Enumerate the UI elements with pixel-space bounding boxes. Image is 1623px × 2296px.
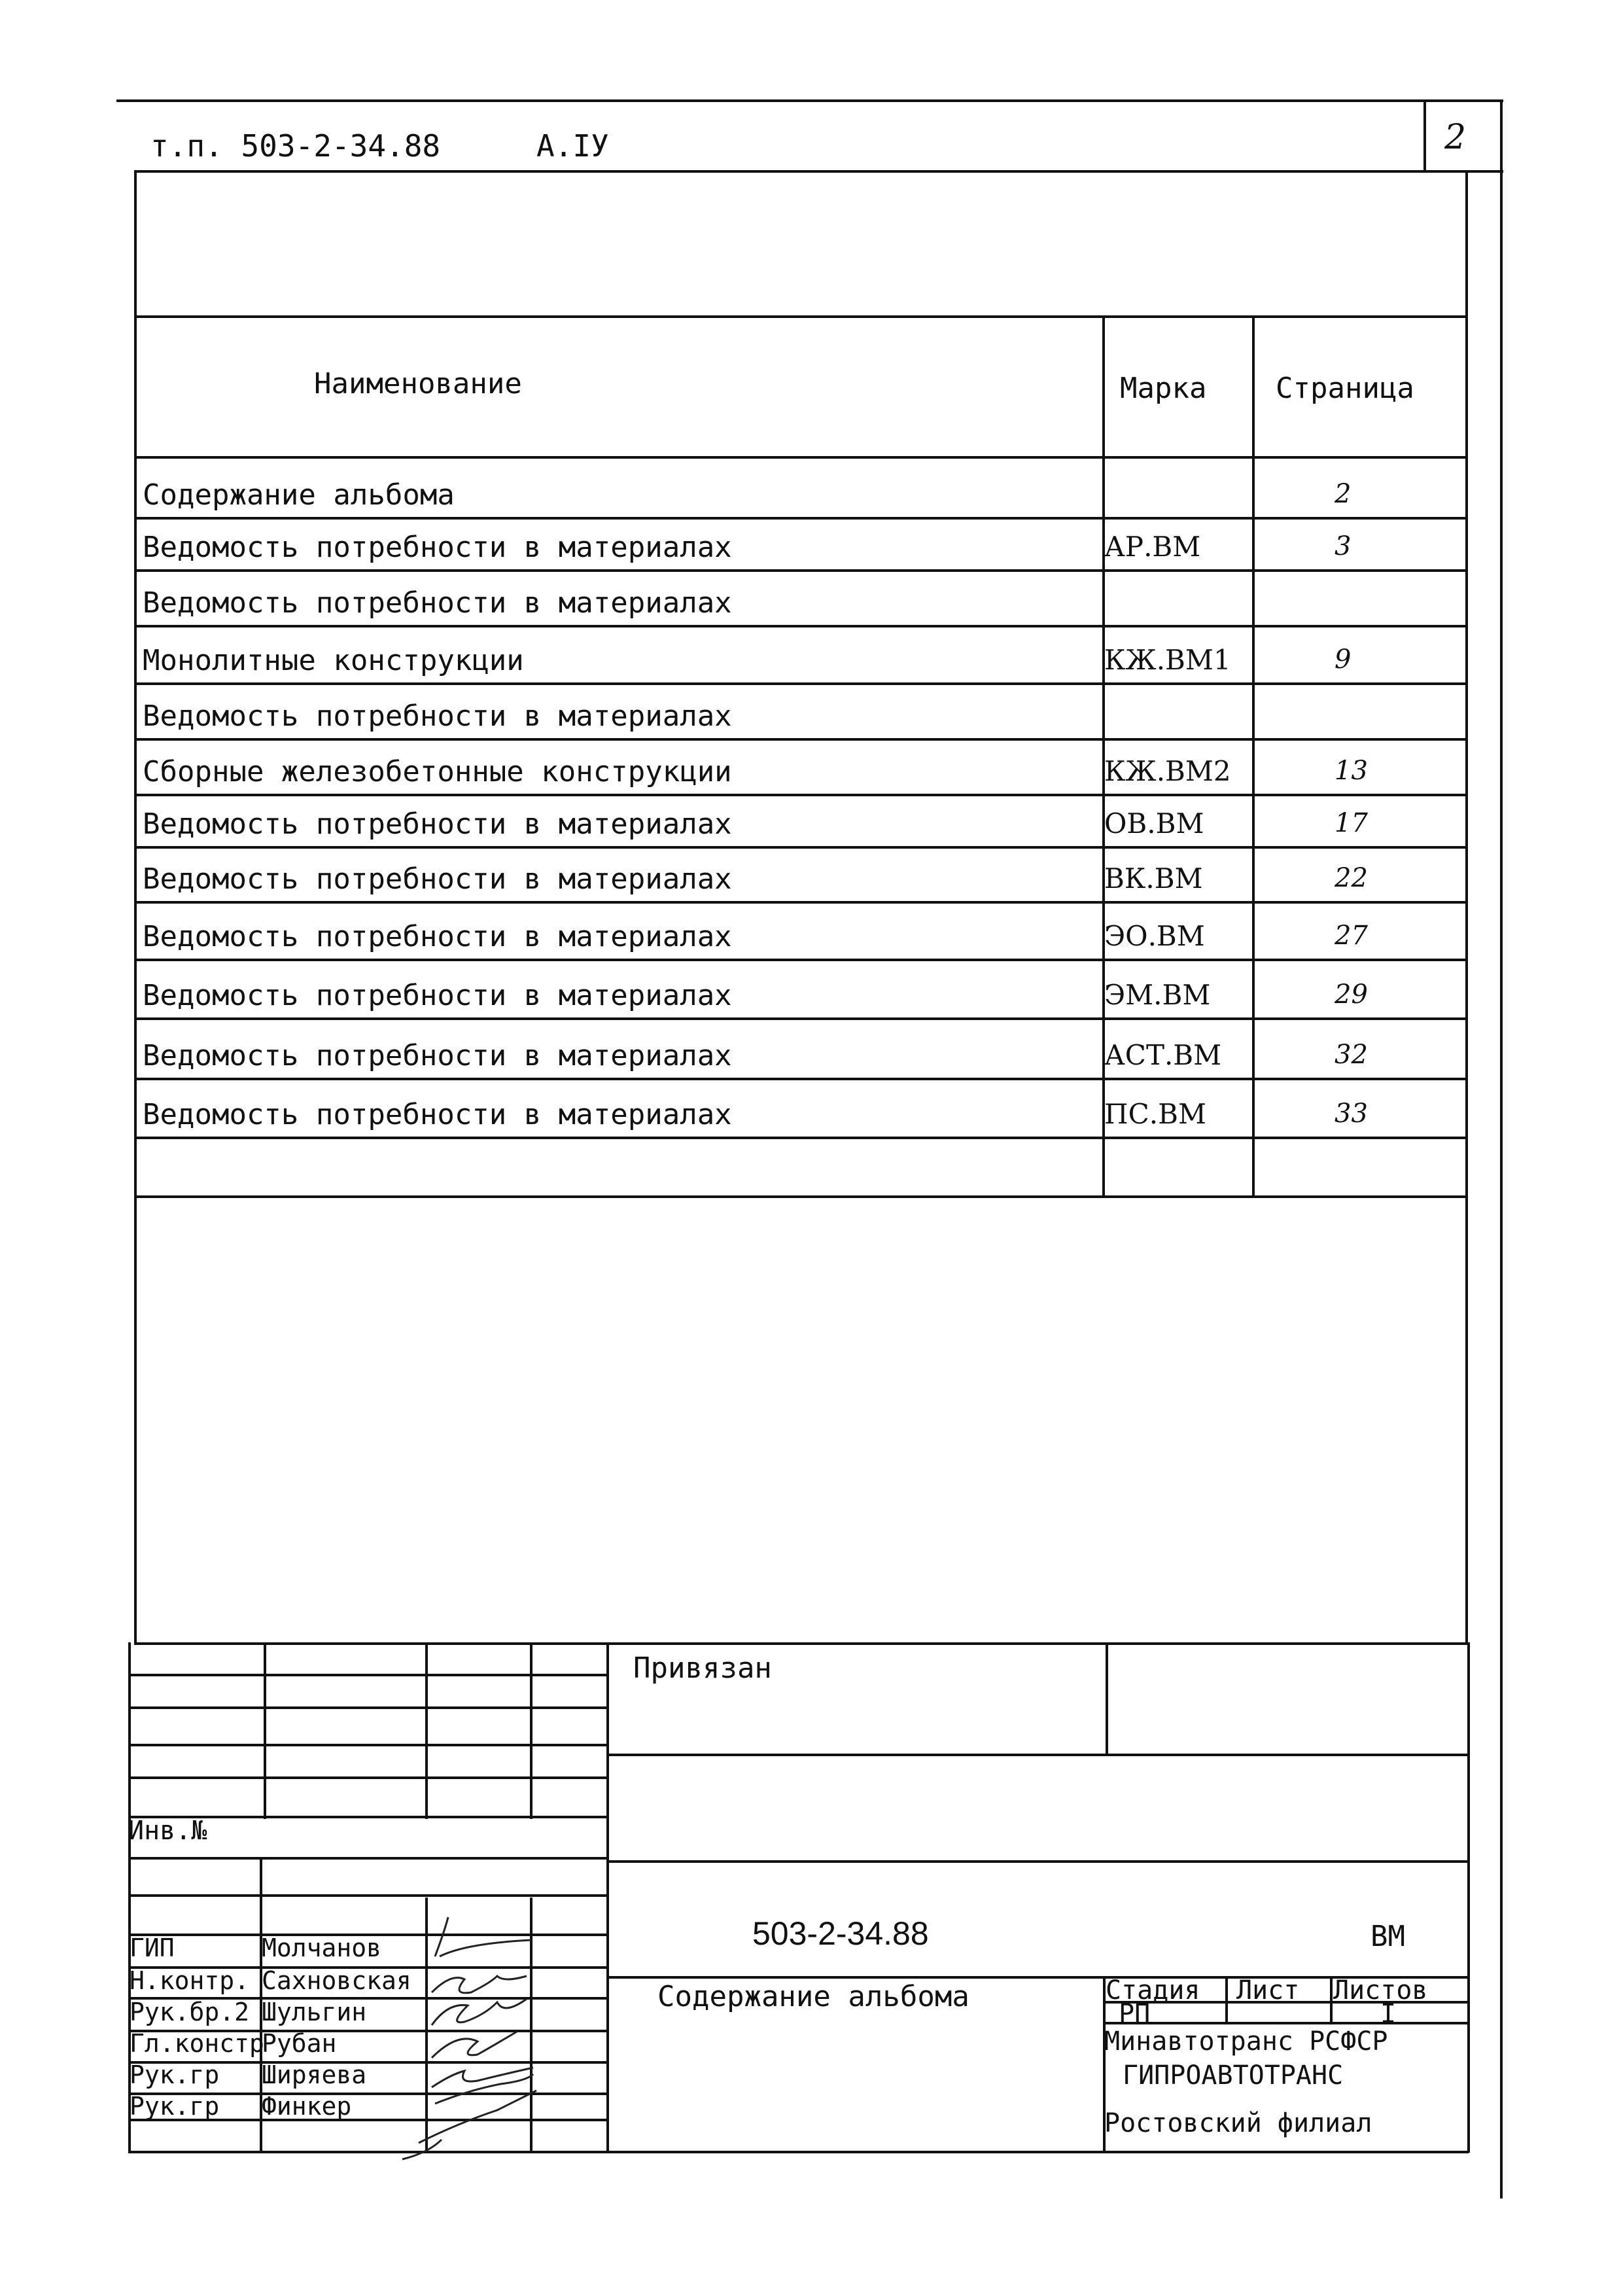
sheets-label: Листов [1333, 1975, 1428, 2005]
stage-row-2 [1103, 2022, 1467, 2024]
col-divider-page [1252, 315, 1255, 1195]
table-row-line [134, 1137, 1465, 1139]
stamp-left-row-6 [128, 1857, 606, 1860]
stamp-left-row-3 [128, 1744, 606, 1746]
stamp-right-row-1 [606, 1754, 1467, 1756]
stage-label: Стадия [1106, 1975, 1200, 2005]
row-name: Ведомость потребности в материалах [143, 1098, 732, 1131]
signer-name: Рубан [262, 2029, 337, 2058]
row-mark: КЖ.ВМ2 [1104, 755, 1231, 787]
sheets-value: I [1380, 1999, 1397, 2029]
row-name: Ведомость потребности в материалах [143, 531, 732, 564]
table-row-line [134, 569, 1465, 572]
privyazan-divider [1106, 1642, 1108, 1754]
row-page: 29 [1335, 980, 1368, 1010]
row-mark: ОВ.ВМ [1104, 807, 1204, 839]
row-mark: ЭО.ВМ [1104, 920, 1205, 952]
stamp-col-1 [264, 1642, 266, 1819]
stage-col-3 [1330, 1976, 1333, 2022]
row-name: Ведомость потребности в материалах [143, 920, 732, 953]
outer-right-edge [1500, 170, 1503, 2199]
stamp-bottom [128, 2151, 1469, 2153]
row-name: Ведомость потребности в материалах [143, 862, 732, 896]
row-mark: ВК.ВМ [1104, 862, 1203, 894]
table-row-line [134, 517, 1465, 520]
row-name: Ведомость потребности в материалах [143, 807, 732, 841]
stamp-col-main [606, 1642, 609, 2153]
signer-role: Н.контр. [130, 1966, 250, 1995]
table-header-top [134, 315, 1465, 318]
row-page: 2 [1335, 479, 1352, 509]
org-line-3: Ростовский филиал [1104, 2108, 1372, 2138]
stamp-top [134, 1642, 1469, 1645]
stamp-right-row-2 [606, 1860, 1467, 1863]
signer-name: Ширяева [262, 2060, 367, 2089]
table-row-line [134, 959, 1465, 961]
frame-right [1465, 170, 1468, 1642]
column-header-mark: Марка [1120, 372, 1207, 405]
row-mark: КЖ.ВМ1 [1104, 644, 1231, 676]
row-page: 17 [1335, 808, 1368, 838]
table-row-line [134, 901, 1465, 904]
row-name: Ведомость потребности в материалах [143, 1039, 732, 1072]
column-header-page: Страница [1276, 372, 1414, 405]
row-page: 33 [1335, 1099, 1368, 1129]
signer-role: Рук.гр [130, 2060, 220, 2089]
frame-left [134, 170, 137, 1642]
table-row-line [134, 1078, 1465, 1080]
org-line-2: ГИПРОАВТОТРАНС [1123, 2060, 1344, 2091]
row-name: Ведомость потребности в материалах [143, 699, 732, 733]
row-name: Ведомость потребности в материалах [143, 979, 732, 1012]
row-mark: ПС.ВМ [1104, 1098, 1206, 1130]
row-mark: АР.ВМ [1104, 531, 1201, 563]
sheet-number: 2 [1444, 118, 1467, 157]
table-bottom [134, 1195, 1465, 1198]
table-row-line [134, 1017, 1465, 1020]
row-page: 22 [1335, 863, 1368, 893]
stamp-right [1467, 1642, 1470, 2153]
frame-top [134, 170, 1503, 173]
stage-col-2 [1225, 1976, 1228, 2022]
row-name: Содержание альбома [143, 478, 455, 512]
row-name: Ведомость потребности в материалах [143, 586, 732, 620]
table-row-line [134, 794, 1465, 796]
org-line-1: Минавтотранс РСФСР [1104, 2026, 1388, 2057]
stamp-left-row-7 [128, 1894, 606, 1897]
row-page: 32 [1335, 1040, 1368, 1070]
stamp-left-row-4 [128, 1776, 606, 1779]
row-mark: АСТ.ВМ [1104, 1039, 1222, 1071]
table-row-line [134, 738, 1465, 741]
row-page: 27 [1335, 921, 1368, 951]
stamp-mark: ВМ [1370, 1920, 1405, 1953]
signer-role: Рук.гр [130, 2092, 220, 2121]
signer-name: Молчанов [262, 1934, 382, 1962]
inv-label: Инв.№ [128, 1816, 207, 1846]
table-row-line [134, 846, 1465, 849]
row-page: 9 [1335, 645, 1352, 675]
signer-role: Гл.констр [130, 2029, 264, 2058]
row-page: 13 [1335, 756, 1368, 786]
stamp-left-row-2 [128, 1706, 606, 1709]
row-name: Монолитные конструкции [143, 644, 524, 677]
privyazan-label: Привязан [633, 1651, 772, 1685]
signer-name: Финкер [262, 2092, 352, 2121]
signer-name: Сахновская [262, 1966, 411, 1995]
row-mark: ЭМ.ВМ [1104, 979, 1211, 1011]
stamp-title: Содержание альбома [657, 1980, 969, 2013]
row-name: Сборные железобетонные конструкции [143, 755, 732, 788]
signer-role: ГИП [130, 1934, 175, 1962]
column-header-name: Наименование [314, 367, 522, 400]
designation: 503-2-34.88 [752, 1915, 929, 1952]
signer-name: Шульгин [262, 1998, 367, 2026]
row-page: 3 [1335, 531, 1352, 561]
sheet-label: Лист [1236, 1975, 1300, 2005]
table-row-line [134, 625, 1465, 627]
stamp-col-2 [425, 1642, 428, 1819]
sheet-number-box-left [1423, 99, 1426, 170]
stamp-left-row-1 [128, 1674, 606, 1676]
table-header-bottom [134, 456, 1465, 459]
album-code: А.IУ [536, 128, 609, 164]
signer-role: Рук.бр.2 [130, 1998, 250, 2026]
doc-code: т.п. 503-2-34.88 [150, 128, 441, 164]
stamp-col-3 [530, 1642, 532, 1819]
header-top-line [116, 99, 1503, 102]
table-row-line [134, 682, 1465, 685]
sheet-number-box-right [1500, 99, 1503, 170]
stage-value: РП [1119, 1999, 1151, 2029]
